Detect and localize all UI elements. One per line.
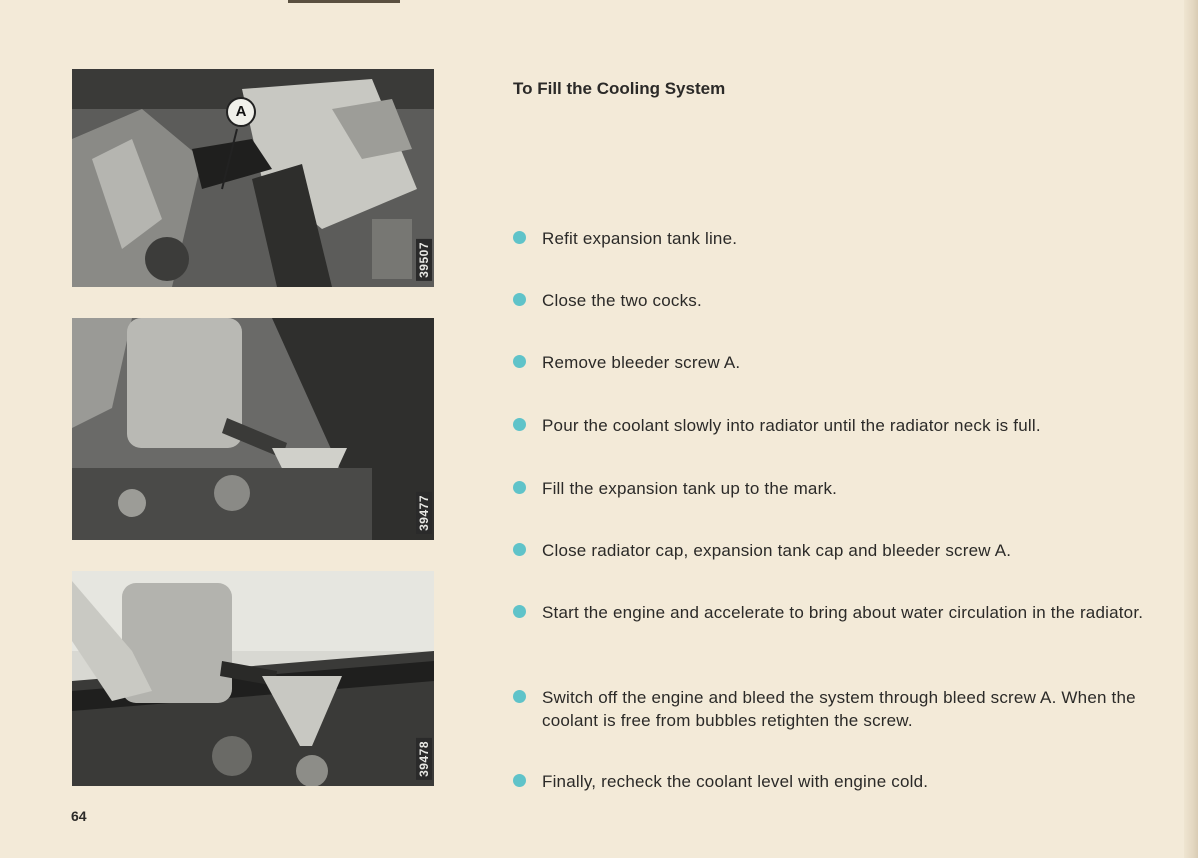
callout-label-a: A — [226, 97, 256, 127]
photo-reference-number: 39478 — [416, 738, 432, 780]
photo-engine-bleeder-screw — [72, 69, 434, 287]
bullet-icon — [513, 293, 526, 306]
section-heading: To Fill the Cooling System — [513, 79, 726, 98]
top-edge-mark — [288, 0, 400, 3]
bullet-icon — [513, 418, 526, 431]
photo-reference-number: 39477 — [416, 492, 432, 534]
step-text: Close radiator cap, expansion tank cap and bleeder screw A. — [542, 541, 1012, 560]
step-text: Start the engine and accelerate to bring about water circulation in the radiator. — [542, 603, 1144, 622]
pouring-radiator-illustration — [72, 318, 434, 540]
bullet-icon — [513, 355, 526, 368]
engine-bay-illustration — [72, 69, 434, 287]
step-text: Refit expansion tank line. — [542, 229, 738, 248]
step-text: Close the two cocks. — [542, 291, 702, 310]
bullet-icon — [513, 543, 526, 556]
photo-pouring-radiator — [72, 318, 434, 540]
page-binding-edge — [1184, 0, 1198, 858]
step-text: Switch off the engine and bleed the system through bleed screw A. When the coolant is free from bubbles retighten the screw. — [542, 688, 1136, 730]
photo-reference-number: 39507 — [416, 239, 432, 281]
bullet-icon — [513, 605, 526, 618]
step-text: Pour the coolant slowly into radiator until the radiator neck is full. — [542, 416, 1041, 435]
bullet-icon — [513, 774, 526, 787]
page-number: 64 — [71, 808, 87, 824]
bullet-icon — [513, 231, 526, 244]
expansion-tank-illustration — [72, 571, 434, 786]
bullet-icon — [513, 690, 526, 703]
bullet-icon — [513, 481, 526, 494]
step-text: Fill the expansion tank up to the mark. — [542, 479, 838, 498]
step-text: Finally, recheck the coolant level with engine cold. — [542, 772, 929, 791]
photo-filling-expansion-tank — [72, 571, 434, 786]
step-text: Remove bleeder screw A. — [542, 353, 741, 372]
